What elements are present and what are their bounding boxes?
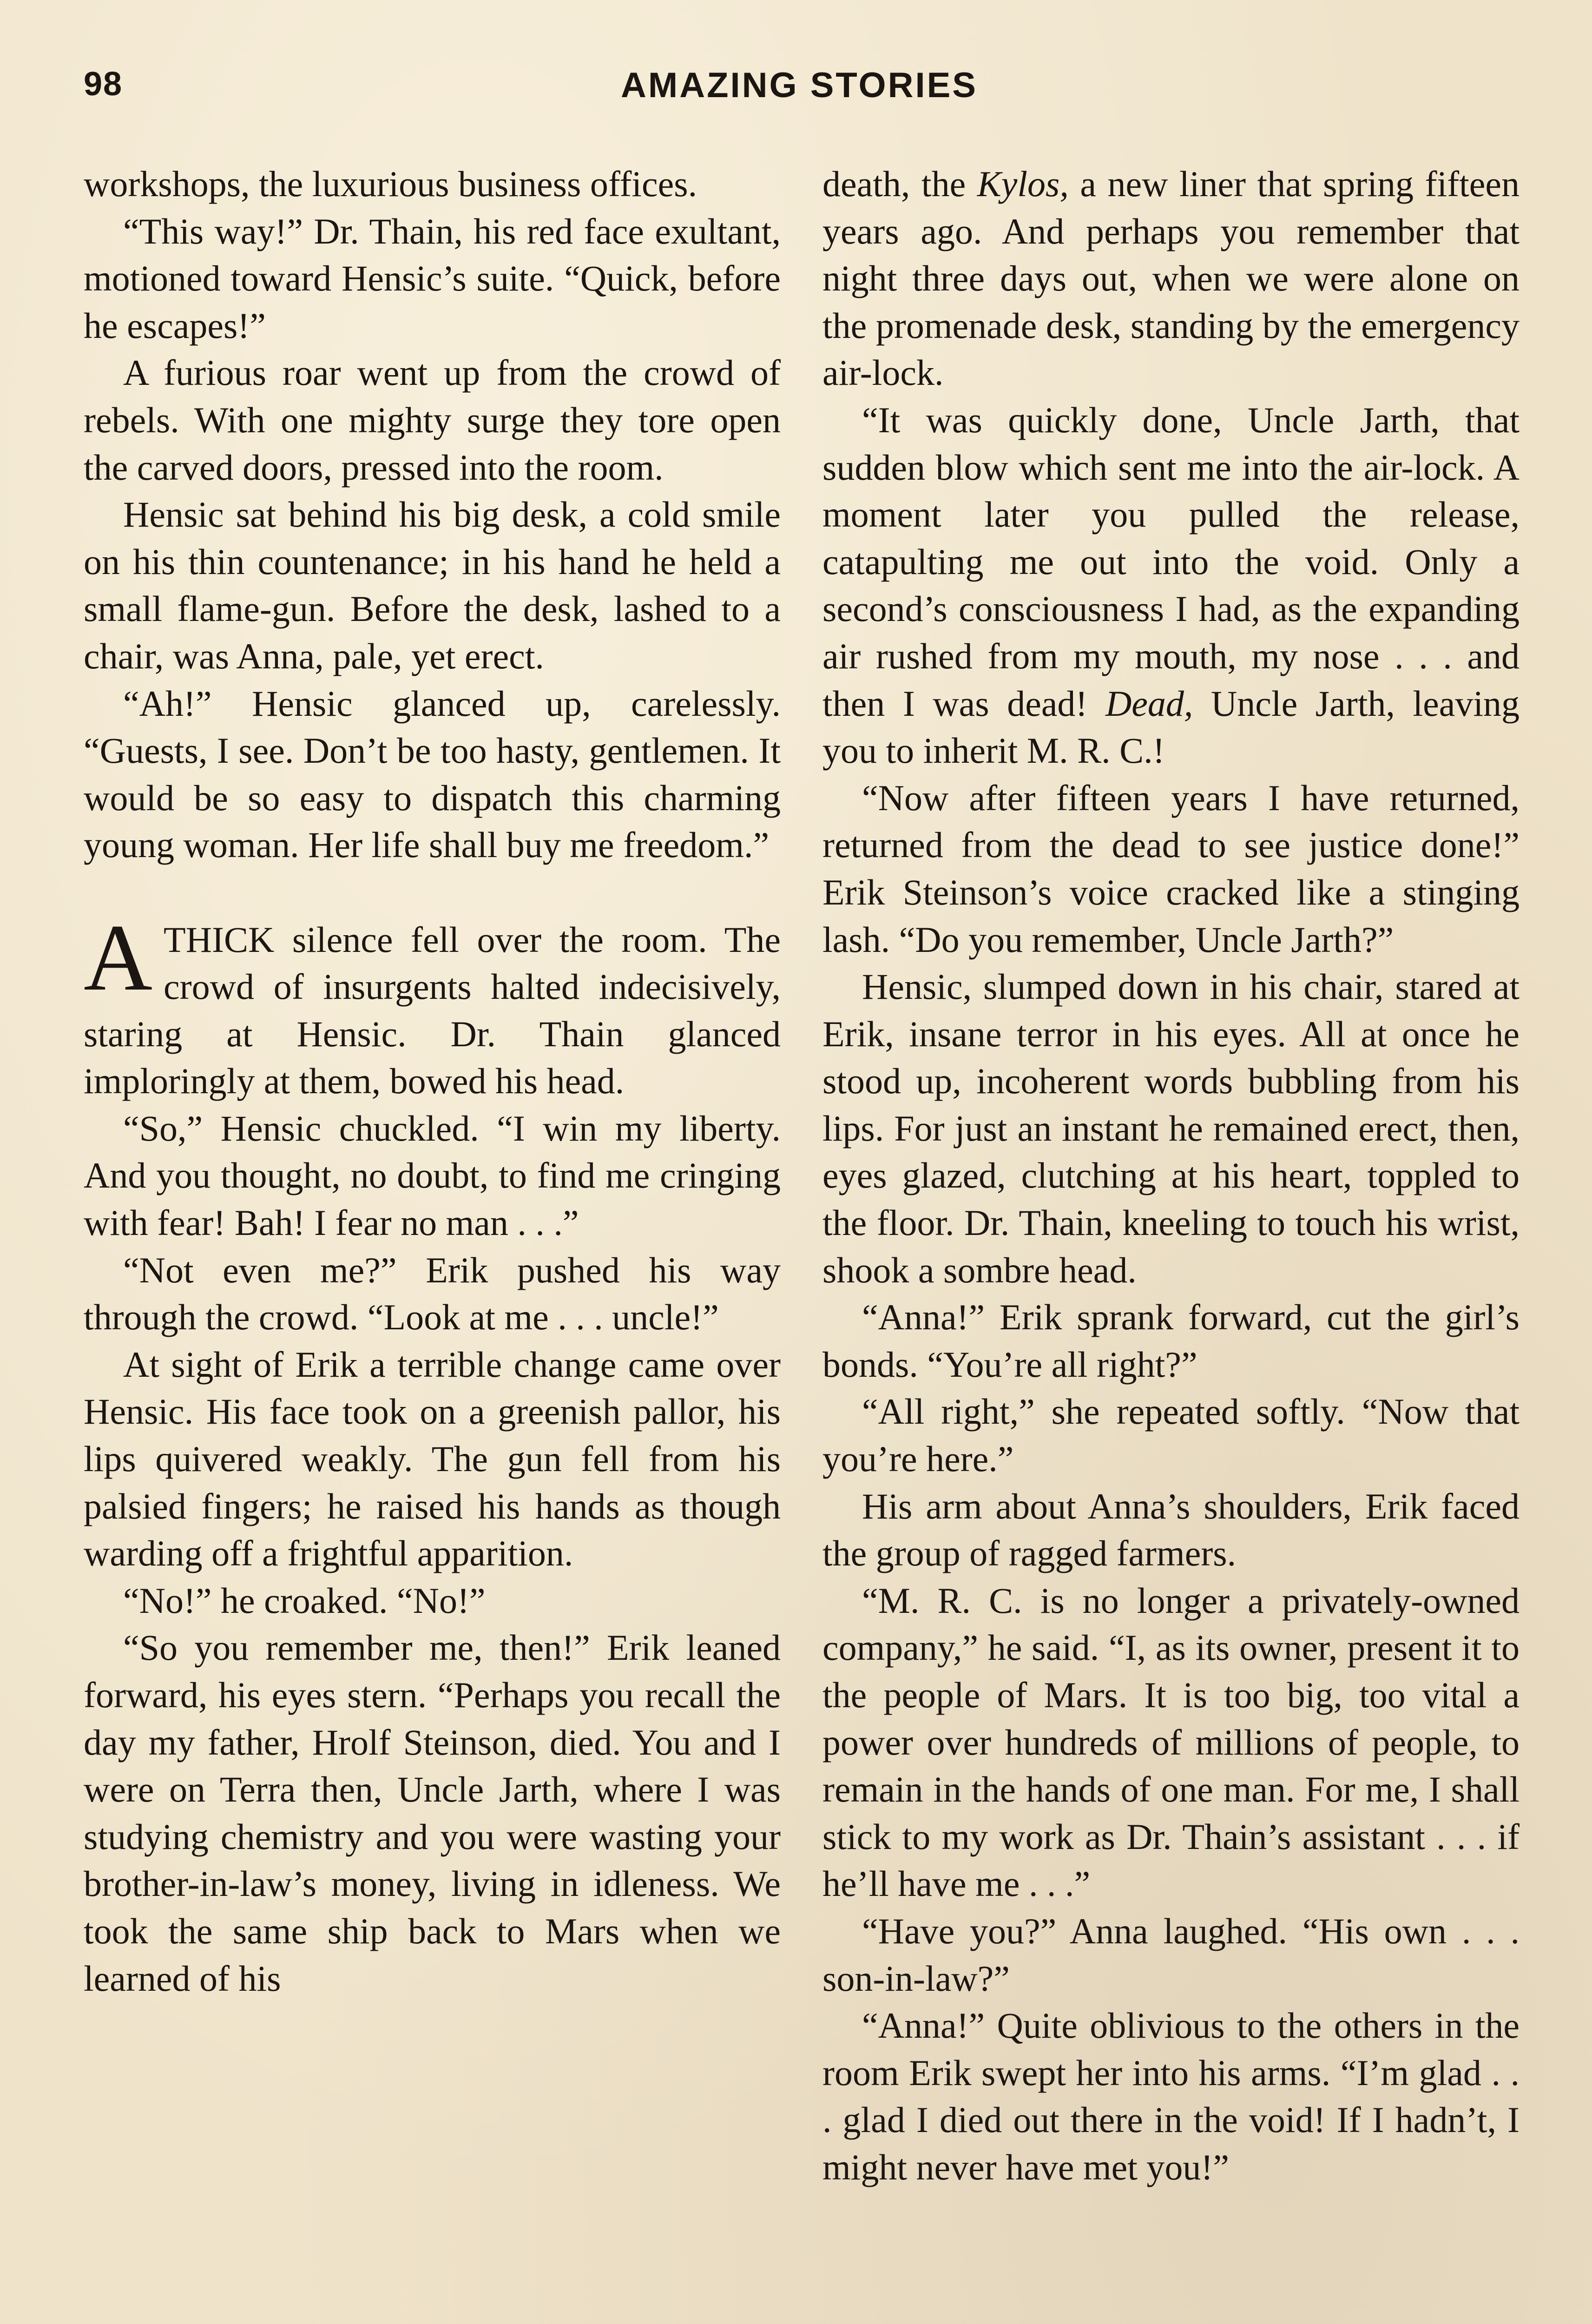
paragraph: At sight of Erik a terrible change came over Hensic. His face took on a greenish pallor, his lips quivered weakly. The gun fell from his palsied fingers; he raised his hands as though warding off a frightful apparition.	[84, 1344, 781, 1574]
paragraph: “Now after fifteen years I have returned, returned from the dead to see justice done!” Erik Steinson’s voice cracked like a stinging lash. “Do you remember, Uncle Jarth?”	[822, 777, 1520, 960]
drop-cap: A	[84, 905, 153, 1010]
emphasis: Dead,	[1105, 683, 1193, 724]
paragraph: “Have you?” Anna laughed. “His own . . . son-in-law?”	[822, 1910, 1520, 1999]
paragraph: “This way!” Dr. Thain, his red face exultant, motioned toward Hensic’s suite. “Quick, before he escapes!”	[84, 211, 781, 346]
paragraph: “M. R. C. is no longer a privately-owned company,” he said. “I, as its owner, present it to the people of Mars. It is too big, too vital a power over hundreds of millions of people, to remain in the hands of one man. For me, I shall stick to my work as Dr. Thain’s assistant . . . if he’ll have me . . .”	[822, 1580, 1520, 1904]
paragraph-text: “It was quickly done, Uncle Jarth, that sudden blow which sent me into the air-lock. A moment later you pulled the release, catapulting me out into the void. Only a second’s consciousness I had, as the expanding air rushed from my mouth, my nose . . . and then I was dead!	[822, 399, 1520, 724]
small-caps-lead: THICK	[164, 919, 275, 960]
paragraph: “Ah!” Hensic glanced up, carelessly. “Guests, I see. Don’t be too hasty, gentlemen. It would be so easy to dispatch this charming young woman. Her life shall buy me freedom.”	[84, 683, 781, 865]
ship-name: Kylos,	[977, 164, 1069, 204]
right-column	[822, 160, 1520, 2324]
paragraph: “No!” he croaked. “No!”	[123, 1580, 486, 1621]
paragraph: His arm about Anna’s shoulders, Erik faced the group of ragged farmers.	[822, 1486, 1520, 1574]
paragraph-text: death, the	[822, 164, 977, 204]
page-number: 98	[84, 66, 123, 103]
paragraph: “So you remember me, then!” Erik leaned forward, his eyes stern. “Perhaps you recall the day my father, Hrolf Steinson, died. You and I were on Terra then, Uncle Jarth, where I was studying chemistry and you were wasting your brother-in-law’s money, living in idleness. We took the same ship back to Mars when we learned of his	[84, 1627, 781, 1999]
page-header	[84, 65, 1515, 121]
section-start-paragraph	[84, 905, 781, 1105]
paragraph: Hensic, slumped down in his chair, stared at Erik, insane terror in his eyes. All at once he stood up, incoherent words bubbling from his lips. For just an instant he remained erect, then, eyes glazed, clutching at his heart, toppled to the floor. Dr. Thain, kneeling to touch his wrist, shook a sombre head.	[822, 966, 1520, 1290]
paragraph: A furious roar went up from the crowd of rebels. With one mighty surge they tore open the carved doors, pressed into the room.	[84, 352, 781, 488]
paragraph: workshops, the luxurious business offices.	[84, 164, 697, 204]
paragraph	[822, 396, 1520, 774]
left-column	[84, 160, 781, 2324]
paragraph-text: silence fell over the room. The crowd of insurgents halted indecisively, staring at Hensic. Dr. Thain glanced imploringly at them, bowed his head.	[84, 919, 781, 1102]
paragraph: Hensic sat behind his big desk, a cold smile on his thin countenance; in his hand he held a small flame-gun. Before the desk, lashed to a chair, was Anna, pale, yet erect.	[84, 494, 781, 676]
paragraph: “So,” Hensic chuckled. “I win my liberty. And you thought, no doubt, to find me cringing with fear! Bah! I fear no man . . .”	[84, 1108, 781, 1243]
paragraph-text: a new liner that spring fifteen years ago. And perhaps you remember that night three days out, when we were alone on the promenade desk, standing by the emergency air-lock.	[822, 164, 1520, 393]
paragraph: “Not even me?” Erik pushed his way through the crowd. “Look at me . . . uncle!”	[84, 1249, 781, 1338]
paragraph	[822, 160, 1520, 396]
paragraph: “All right,” she repeated softly. “Now that you’re here.”	[822, 1391, 1520, 1479]
magazine-title: AMAZING STORIES	[621, 66, 978, 105]
paragraph-text: Uncle Jarth, leaving you to inherit M. R. C.!	[822, 683, 1520, 771]
paragraph: “Anna!” Quite oblivious to the others in the room Erik swept her into his arms. “I’m glad . . . glad I died out there in the void! If I hadn’t, I might never have met you!”	[822, 2005, 1520, 2187]
paragraph: “Anna!” Erik sprank forward, cut the girl’s bonds. “You’re all right?”	[822, 1297, 1520, 1385]
